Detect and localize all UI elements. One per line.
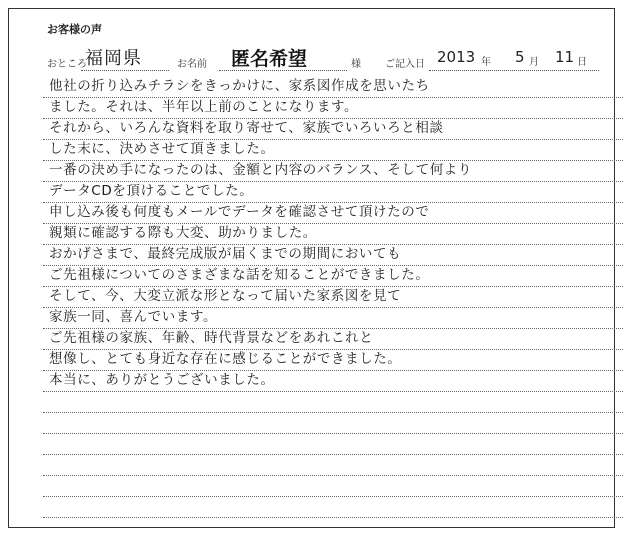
body-line xyxy=(43,476,623,497)
honorific: 様 xyxy=(351,59,361,70)
date-underline xyxy=(429,69,599,71)
body-line: 想像し、とても身近な存在に感じることができました。 xyxy=(43,350,623,371)
date-month-unit: 月 xyxy=(529,57,539,68)
testimonial-body xyxy=(43,77,623,518)
date-day-unit: 日 xyxy=(577,57,587,68)
body-line: そして、今、大変立派な形となって届いた家系図を見て xyxy=(43,287,623,308)
name-underline xyxy=(219,69,347,71)
body-line: おかげさまで、最終完成版が届くまでの期間においても xyxy=(43,245,623,266)
date-year: 2013 xyxy=(437,48,476,66)
name-value: 匿名希望 xyxy=(231,48,308,70)
date-label: ご記入日 xyxy=(385,59,425,70)
address-value: 福岡県 xyxy=(85,48,142,69)
date-day: 11 xyxy=(555,48,575,66)
testimonial-form xyxy=(8,8,615,528)
body-line: ご先祖様についてのさまざまな話を知ることができました。 xyxy=(43,266,623,287)
body-line: データCDを頂けることでした。 xyxy=(43,182,623,203)
body-line: ました。それは、半年以上前のことになります。 xyxy=(43,98,623,119)
body-line xyxy=(43,497,623,518)
address-label: おところ xyxy=(47,59,87,70)
body-line xyxy=(43,455,623,476)
body-line xyxy=(43,413,623,434)
body-line xyxy=(43,392,623,413)
body-line: 他社の折り込みチラシをきっかけに、家系図作成を思いたち xyxy=(43,77,623,98)
body-line: した末に、決めさせて頂きました。 xyxy=(43,140,623,161)
body-line: それから、いろんな資料を取り寄せて、家族でいろいろと相談 xyxy=(43,119,623,140)
date-year-unit: 年 xyxy=(481,57,491,68)
body-line: 本当に、ありがとうございました。 xyxy=(43,371,623,392)
name-label: お名前 xyxy=(177,59,207,70)
body-line: ご先祖様の家族、年齢、時代背景などをあれこれと xyxy=(43,329,623,350)
date-month: 5 xyxy=(515,48,525,66)
address-underline xyxy=(81,69,169,71)
body-line xyxy=(43,434,623,455)
body-line: 申し込み後も何度もメールでデータを確認させて頂けたので xyxy=(43,203,623,224)
form-title: お客様の声 xyxy=(47,23,102,36)
body-line: 家族一同、喜んでいます。 xyxy=(43,308,623,329)
body-line: 一番の決め手になったのは、金額と内容のバランス、そして何より xyxy=(43,161,623,182)
body-line: 親類に確認する際も大変、助かりました。 xyxy=(43,224,623,245)
